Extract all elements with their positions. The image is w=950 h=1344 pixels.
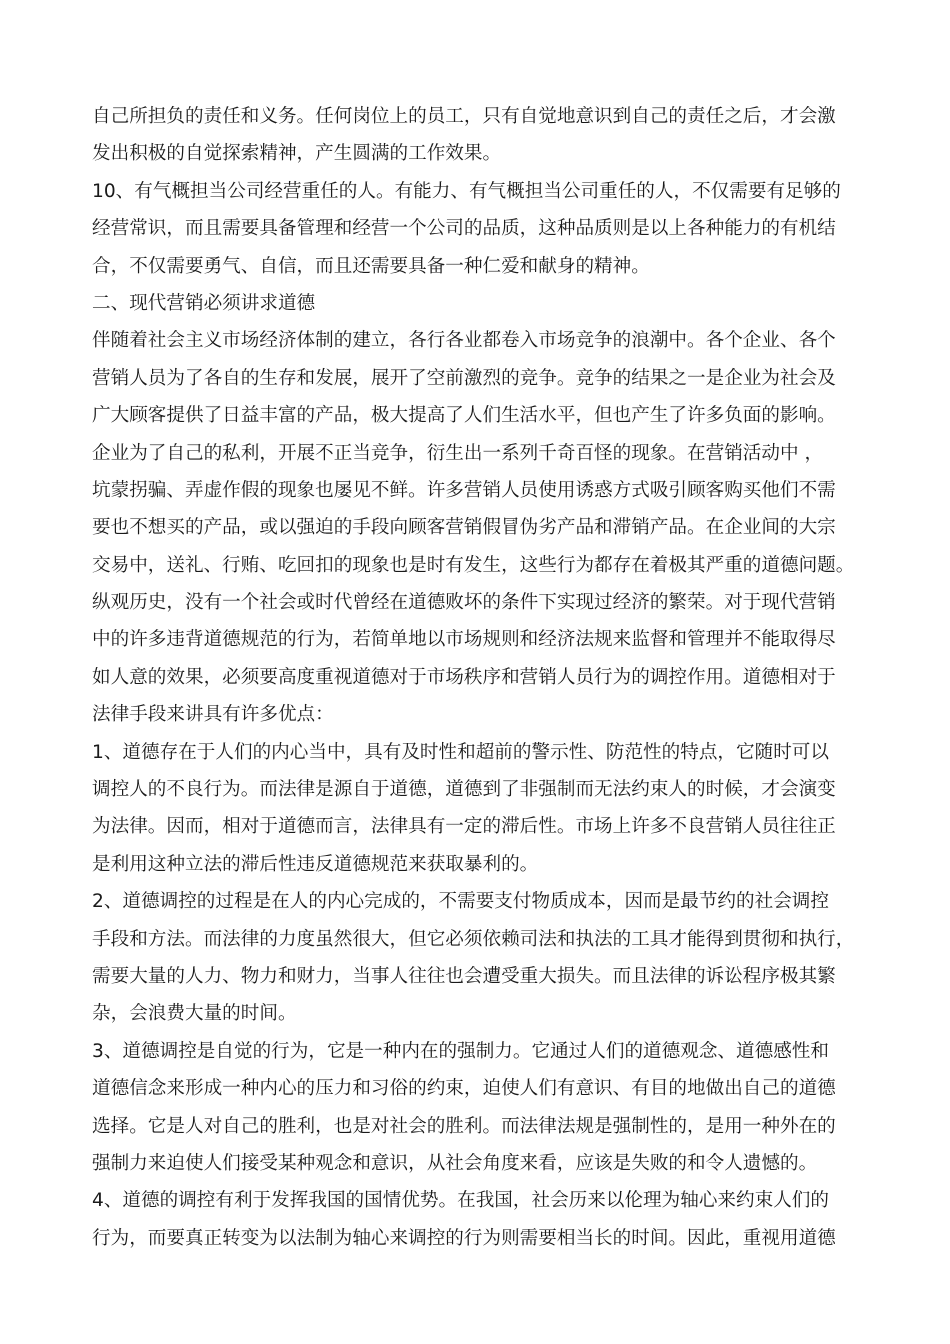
text-line: 坑蒙拐骗、弄虚作假的现象也屡见不鲜。许多营销人员使用诱惑方式吸引顾客购买他们不需 xyxy=(92,479,836,501)
text-line: 10、有气概担当公司经营重任的人。有能力、有气概担当公司重任的人，不仅需要有足够的 xyxy=(92,180,841,202)
text-line: 选择。它是人对自己的胜利，也是对社会的胜利。而法律法规是强制性的，是用一种外在的 xyxy=(92,1115,836,1137)
text-line: 4、道德的调控有利于发挥我国的国情优势。在我国，社会历来以伦理为轴心来约束人们的 xyxy=(92,1190,829,1212)
text-line: 经营常识，而且需要具备管理和经营一个公司的品质，这种品质则是以上各种能力的有机结 xyxy=(92,218,836,240)
text-line: 如人意的效果，必须要高度重视道德对于市场秩序和营销人员行为的调控作用。道德相对于 xyxy=(92,666,836,688)
text-line: 自己所担负的责任和义务。任何岗位上的员工，只有自觉地意识到自己的责任之后，才会激 xyxy=(92,106,836,127)
section-heading: 二、现代营销必须讲求道德 xyxy=(92,292,316,314)
text-line: 为法律。因而，相对于道德而言，法律具有一定的滞后性。市场上许多不良营销人员往往正 xyxy=(92,816,836,838)
text-line: 交易中，送礼、行贿、吃回扣的现象也是时有发生，这些行为都存在着极其严重的道德问题。 xyxy=(92,554,855,576)
text-line: 法律手段来讲具有许多优点： xyxy=(92,704,334,726)
text-line: 要也不想买的产品，或以强迫的手段向顾客营销假冒伪劣产品和滞销产品。在企业间的大宗 xyxy=(92,517,836,539)
text-line: 手段和方法。而法律的力度虽然很大，但它必须依赖司法和执法的工具才能得到贯彻和执行， xyxy=(92,928,855,950)
text-line: 道德信念来形成一种内心的压力和习俗的约束，迫使人们有意识、有目的地做出自己的道德 xyxy=(92,1078,836,1100)
document-body xyxy=(92,98,882,1257)
text-line: 伴随着社会主义市场经济体制的建立，各行各业都卷入市场竞争的浪潮中。各个企业、各个 xyxy=(92,330,836,352)
text-line: 杂，会浪费大量的时间。 xyxy=(92,1003,297,1025)
text-line: 强制力来迫使人们接受某种观念和意识，从社会角度来看，应该是失败的和令人遗憾的。 xyxy=(92,1152,818,1174)
text-line: 企业为了自己的私利，开展不正当竞争，衍生出一系列千奇百怪的现象。在营销活动中 ， xyxy=(92,442,824,464)
text-line: 是利用这种立法的滞后性违反道德规范来获取暴利的。 xyxy=(92,853,539,875)
text-line: 发出积极的自觉探索精神，产生圆满的工作效果。 xyxy=(92,143,502,165)
text-line: 需要大量的人力、物力和财力，当事人往往也会遭受重大损失。而且法律的诉讼程序极其繁 xyxy=(92,965,836,987)
text-line: 3、道德调控是自觉的行为，它是一种内在的强制力。它通过人们的道德观念、道德感性和 xyxy=(92,1040,829,1062)
text-line: 纵观历史，没有一个社会或时代曾经在道德败坏的条件下实现过经济的繁荣。对于现代营销 xyxy=(92,592,836,614)
text-line: 1、道德存在于人们的内心当中，具有及时性和超前的警示性、防范性的特点，它随时可以 xyxy=(92,741,829,763)
text-line: 营销人员为了各自的生存和发展，展开了空前激烈的竞争。竞争的结果之一是企业为社会及 xyxy=(92,367,836,389)
text-line: 调控人的不良行为。而法律是源自于道德，道德到了非强制而无法约束人的时候，才会演变 xyxy=(92,779,836,801)
text-line: 中的许多违背道德规范的行为，若简单地以市场规则和经济法规来监督和管理并不能取得尽 xyxy=(92,629,836,651)
text-line: 广大顾客提供了日益丰富的产品，极大提高了人们生活水平，但也产生了许多负面的影响。 xyxy=(92,405,836,427)
text-line: 2、道德调控的过程是在人的内心完成的，不需要支付物质成本，因而是最节约的社会调控 xyxy=(92,891,829,913)
text-line: 行为，而要真正转变为以法制为轴心来调控的行为则需要相当长的时间。因此，重视用道德 xyxy=(92,1227,836,1249)
text-line: 合，不仅需要勇气、自信，而且还需要具备一种仁爱和献身的精神。 xyxy=(92,255,650,277)
